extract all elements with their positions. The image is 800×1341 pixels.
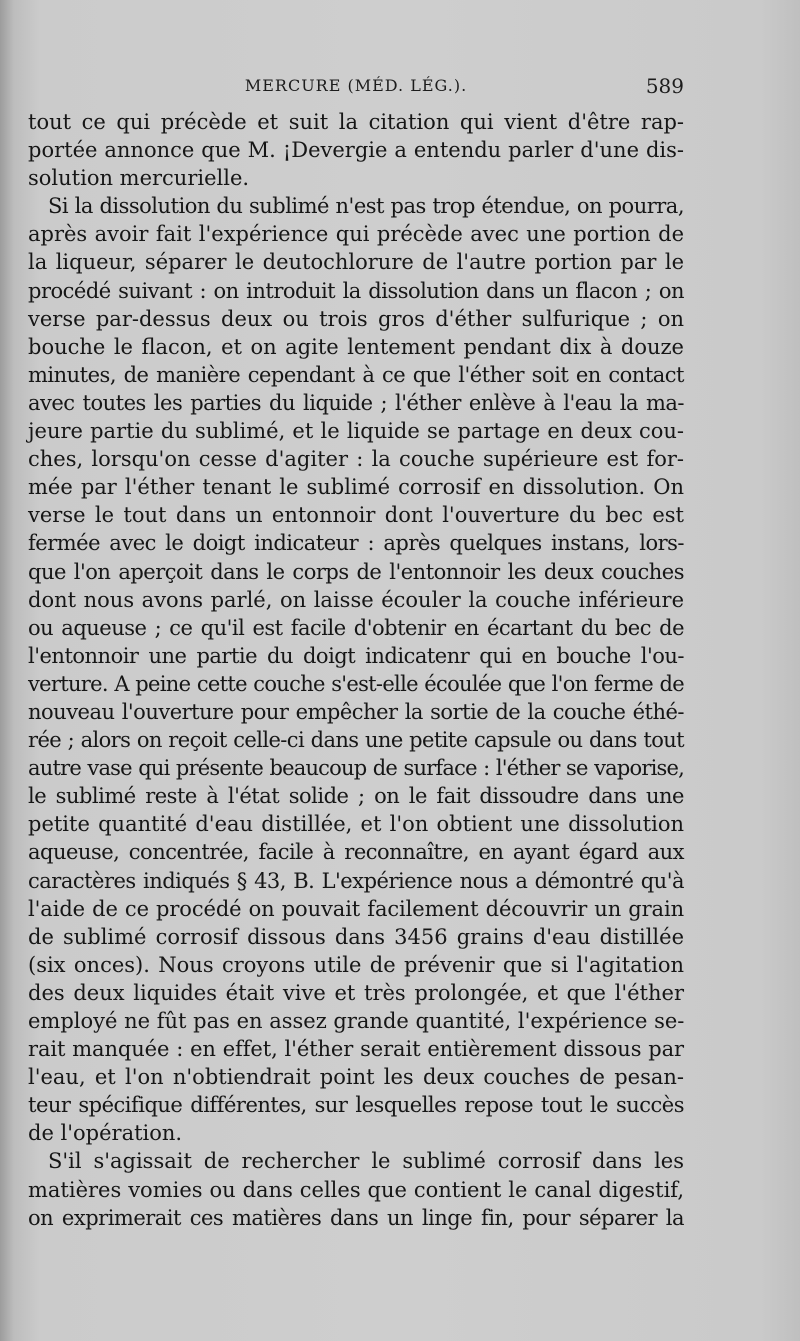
text-line: après avoir fait l'expérience qui précède avec une portion de — [28, 222, 684, 247]
text-line: verse le tout dans un entonnoir dont l'ouverture du bec est — [28, 503, 684, 528]
text-line: S'il s'agissait de rechercher le sublimé corrosif dans les — [48, 1149, 684, 1174]
text-line: on exprimerait ces matières dans un linge fin, pour séparer la — [28, 1205, 684, 1230]
text-line: solution mercurielle. — [28, 166, 250, 191]
text-line: Si la dissolution du sublimé n'est pas trop étendue, on pourra, — [48, 194, 684, 219]
text-line: petite quantité d'eau distillée, et l'on obtient une dissolution — [28, 812, 684, 837]
text-line: procédé suivant : on introduit la dissolution dans un flacon ; on — [28, 278, 684, 303]
text-line: fermée avec le doigt indicateur : après quelques instans, lors- — [28, 531, 684, 556]
text-line: autre vase qui présente beaucoup de surface : l'éther se vaporise, — [28, 756, 684, 781]
running-head: MERCURE (MÉD. LÉG.). — [244, 76, 468, 95]
paragraph — [28, 108, 684, 192]
text-line: mée par l'éther tenant le sublimé corrosif en dissolution. On — [28, 475, 684, 500]
text-line: aqueuse, concentrée, facile à reconnaître, en ayant égard aux — [28, 840, 684, 865]
text-line: ches, lorsqu'on cesse d'agiter : la couche supérieure est for- — [28, 447, 684, 472]
text-line: la liqueur, séparer le deutochlorure de l'autre portion par le — [28, 250, 684, 275]
text-line: rée ; alors on reçoit celle-ci dans une petite capsule ou dans tout — [28, 728, 684, 753]
text-line: l'eau, et l'on n'obtiendrait point les deux couches de pesan- — [28, 1065, 684, 1090]
text-line: verse par-dessus deux ou trois gros d'éther sulfurique ; on — [28, 306, 684, 331]
text-line: teur spécifique différentes, sur lesquelles repose tout le succès — [28, 1093, 684, 1118]
page-header — [28, 74, 684, 102]
text-line: ou aqueuse ; ce qu'il est facile d'obtenir en écartant du bec de — [28, 615, 684, 640]
text-line: avec toutes les parties du liquide ; l'éther enlève à l'eau la ma- — [28, 390, 684, 415]
text-line: des deux liquides était vive et très prolongée, et que l'éther — [28, 980, 684, 1005]
text-line: le sublimé reste à l'état solide ; on le fait dissoudre dans une — [28, 784, 684, 809]
paragraph — [28, 192, 684, 1147]
text-line: rait manquée : en effet, l'éther serait entièrement dissous par — [28, 1037, 684, 1062]
body-text — [28, 108, 684, 1232]
text-line: l'entonnoir une partie du doigt indicatenr qui en bouche l'ou- — [28, 643, 684, 668]
text-line: de l'opération. — [28, 1121, 183, 1146]
page-number: 589 — [645, 74, 684, 98]
paragraph — [28, 1147, 684, 1231]
text-line: (six onces). Nous croyons utile de prévenir que si l'agitation — [28, 952, 684, 977]
text-line: nouveau l'ouverture pour empêcher la sortie de la couche éthé- — [28, 699, 684, 724]
text-line: verture. A peine cette couche s'est-elle écoulée que l'on ferme de — [28, 671, 684, 696]
text-line: dont nous avons parlé, on laisse écouler la couche inférieure — [28, 587, 684, 612]
text-line: portée annonce que M. ¡Devergie a entendu parler d'une dis- — [28, 138, 684, 163]
text-line: bouche le flacon, et on agite lentement pendant dix à douze — [28, 334, 684, 359]
text-line: matières vomies ou dans celles que contient le canal digestif, — [28, 1177, 684, 1202]
text-line: employé ne fût pas en assez grande quantité, l'expérience se- — [28, 1009, 685, 1033]
text-line: caractères indiqués § 43, B. L'expérience nous a démontré qu'à — [28, 868, 684, 893]
text-line: de sublimé corrosif dissous dans 3456 grains d'eau distillée — [28, 924, 684, 949]
text-line: tout ce qui précède et suit la citation qui vient d'être rap- — [28, 110, 684, 134]
text-line: l'aide de ce procédé on pouvait facilement découvrir un grain — [28, 896, 684, 921]
text-line: que l'on aperçoit dans le corps de l'entonnoir les deux couches — [28, 559, 684, 584]
text-line: jeure partie du sublimé, et le liquide se partage en deux cou- — [28, 419, 684, 444]
text-line: minutes, de manière cependant à ce que l'éther soit en contact — [28, 362, 684, 387]
